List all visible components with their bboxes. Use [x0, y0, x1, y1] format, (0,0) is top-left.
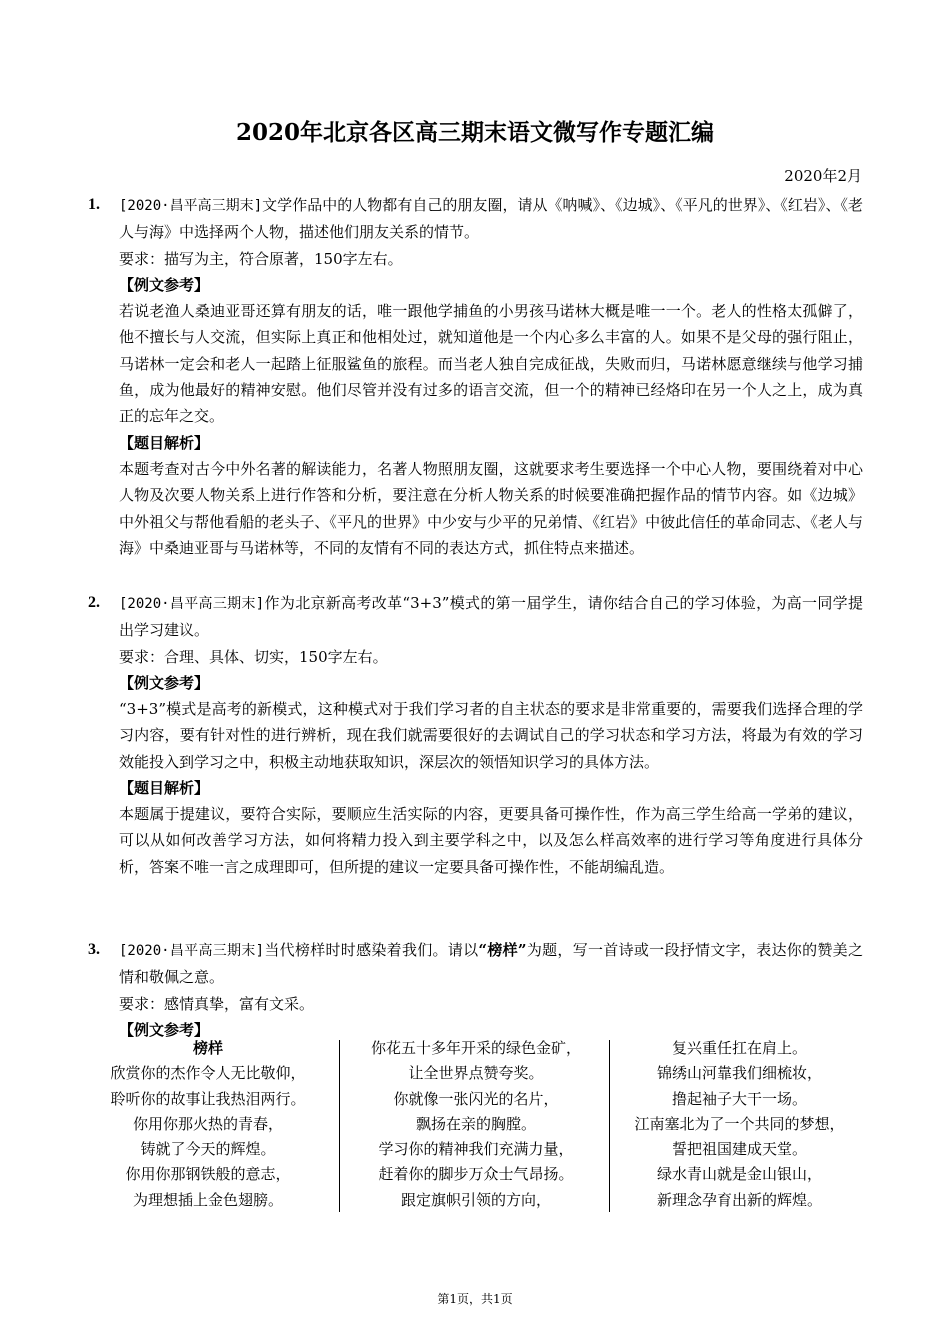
question-source: [2020·昌平高三期末] — [119, 943, 265, 959]
poem-line: 你就像一张闪光的名片， — [393, 1089, 559, 1108]
question-requirement: 要求：描写为主，符合原著，150字左右。 — [119, 249, 403, 268]
question-3 — [88, 937, 863, 1043]
analysis-text: 本题属于提建议，要符合实际，要顺应生活实际的内容，更要具备可操作性，作为高三学生给高一学弟的建议，可以从如何改善学习方法，如何将精力投入到主要学科之中，以及怎么样高效率的进行学习等角度进行具体分析，答案不唯一言之成理即可，但所提的建议一定要具备可操作性，不能胡编乱造。 — [119, 805, 863, 876]
poem-line: 你用你那钢铁般的意志， — [125, 1165, 291, 1184]
poem-line: 新理念孕育出新的辉煌。 — [656, 1190, 822, 1209]
question-2 — [88, 590, 863, 880]
question-prompt — [119, 937, 863, 991]
poem-line: 你用你那火热的青春， — [132, 1114, 283, 1133]
question-prompt — [119, 590, 863, 644]
example-heading: 【例文参考】 — [119, 1020, 210, 1039]
poem-block — [88, 1036, 863, 1216]
document-date: 2020年2月 — [784, 167, 862, 185]
question-number: 1. — [88, 196, 100, 213]
poem-line: 撸起袖子大干一场。 — [671, 1089, 807, 1108]
poem-line: 铸就了今天的辉煌。 — [140, 1140, 276, 1159]
example-text: 若说老渔人桑迪亚哥还算有朋友的话，唯一跟他学捕鱼的小男孩马诺林大概是唯一一个。老人的性格太孤僻了，他不擅长与人交流，但实际上真正和他相处过，就知道他是一个内心多么丰富的人。如果不是父母的强行阻止，马诺林一定会和老人一起踏上征服鲨鱼的旅程。而当老人独自完成征战，失败而归，马诺林愿意继续与他学习捕鱼，成为他最好的精神安慰。他们尽管并没有过多的语言交流，但一个的精神已经烙印在另一个人之上，成为真正的忘年之交。 — [119, 301, 863, 426]
poem-line: 复兴重任扛在肩上。 — [671, 1039, 807, 1057]
poem-line: 为理想插上金色翅膀。 — [132, 1190, 283, 1209]
poem-line: 绿水青山就是金山银山， — [656, 1165, 822, 1184]
analysis-text: 本题考查对古今中外名著的解读能力，名著人物照朋友圈，这就要求考生要选择一个中心人物，要围绕着对中心人物及次要人物关系上进行作答和分析，要注意在分析人物关系的时候要准确把握作品的情节内容。如《边城》中外祖父与帮他看船的老头子、《平凡的世界》中少安与少平的兄弟情、《红岩》中彼此信任的革命同志、《老人与海》中桑迪亚哥与马诺林等，不同的友情有不同的表达方式，抓住特点来描述。 — [119, 459, 863, 558]
poem-line: 赶着你的脚步万众士气昂扬。 — [378, 1165, 574, 1184]
poem-line: 聆听你的故事让我热泪两行。 — [110, 1089, 306, 1108]
poem-line: 飘扬在亲的胸膛。 — [415, 1114, 536, 1133]
poem-line: 江南塞北为了一个共同的梦想， — [634, 1114, 845, 1133]
document-title: 2020年北京各区高三期末语文微写作专题汇编 — [235, 119, 714, 146]
poem-title: 榜样 — [192, 1039, 223, 1057]
example-text: “3+3”模式是高考的新模式，这种模式对于我们学习者的自主状态的要求是非常重要的，需要我们选择合理的学习内容，要有针对性的进行辨析，现在我们就需要很好的去调试自己的学习状态和学习方法，将最为有效的学习效能投入到学习之中，积极主动地获取知识，深层次的领悟知识学习的具体方法。 — [119, 699, 863, 771]
question-1 — [88, 192, 863, 561]
poem-line: 跟定旗帜引领的方向， — [400, 1190, 551, 1209]
poem-line: 誓把祖国建成天堂。 — [671, 1140, 807, 1159]
question-requirement: 要求：感情真挚，富有文采。 — [119, 994, 315, 1013]
poem-column-3 — [616, 1036, 863, 1213]
question-number: 2. — [88, 594, 100, 611]
question-prompt-text-end: 为题，写一首诗或一段抒情文字，表达你的赞美之情和敬佩之意。 — [119, 941, 863, 987]
question-prompt-emphasis: “榜样” — [478, 941, 527, 959]
example-heading: 【例文参考】 — [119, 673, 210, 692]
column-divider — [339, 1040, 340, 1212]
question-prompt-text: 文学作品中的人物都有自己的朋友圈，请从《呐喊》、《边城》、《平凡的世界》、《红岩》、《老人与海》中选择两个人物，描述他们朋友关系的情节。 — [119, 196, 863, 242]
question-prompt-text: 当代榜样时时感染着我们。请以 — [264, 941, 479, 959]
question-source: [2020·昌平高三期末] — [119, 596, 265, 612]
page-footer: 第1页，共1页 — [437, 1292, 513, 1306]
question-number: 3. — [88, 941, 100, 958]
question-requirement: 要求：合理、具体、切实，150字左右。 — [119, 647, 388, 666]
question-prompt — [119, 192, 863, 246]
poem-line: 让全世界点赞夸奖。 — [408, 1064, 544, 1083]
poem-line: 锦绣山河靠我们细梳妆， — [656, 1064, 822, 1083]
question-source: [2020·昌平高三期末] — [119, 198, 263, 214]
poem-line: 欣赏你的杰作令人无比敬仰， — [110, 1064, 306, 1083]
poem-line: 学习你的精神我们充满力量， — [378, 1140, 574, 1159]
example-heading: 【例文参考】 — [119, 275, 210, 294]
poem-line: 你花五十多年开采的绿色金矿， — [370, 1039, 581, 1057]
analysis-heading: 【题目解析】 — [119, 433, 210, 452]
question-prompt-text: 作为北京新高考改革“3+3”模式的第一届学生，请你结合自己的学习体验，为高一同学提出学习建议。 — [119, 594, 863, 640]
analysis-heading: 【题目解析】 — [119, 779, 210, 798]
column-divider — [609, 1040, 610, 1212]
poem-column-2 — [346, 1036, 606, 1213]
poem-column-1 — [88, 1036, 328, 1213]
